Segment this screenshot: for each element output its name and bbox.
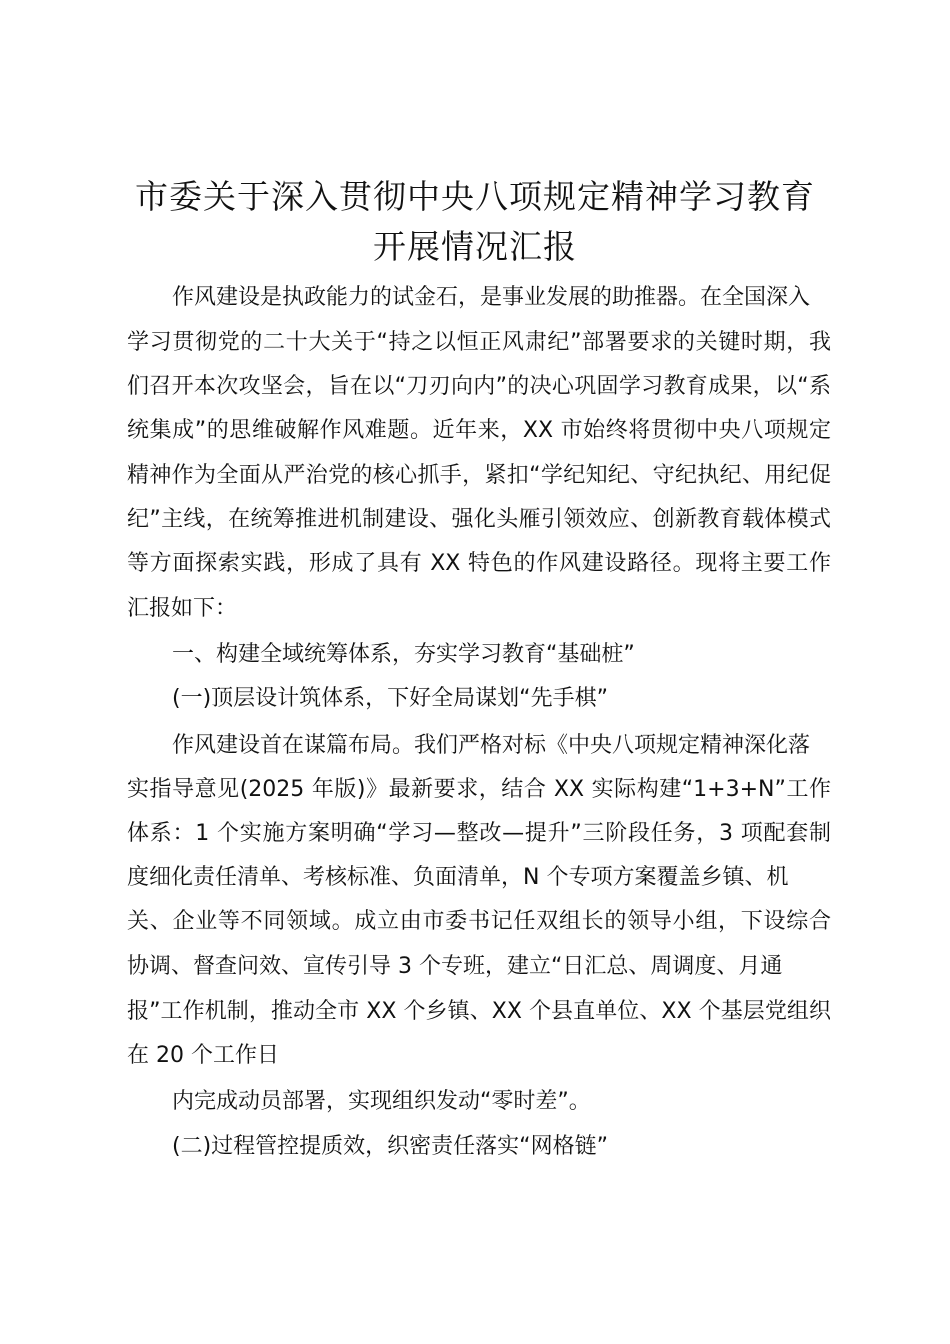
paragraph-line: 实指导意见(2025 年版)》最新要求，结合 XX 实际构建“1+3+N”工作 (127, 777, 831, 802)
paragraph-line: 内完成动员部署，实现组织发动“零时差”。 (172, 1089, 591, 1114)
paragraph-line: 学习贯彻党的二十大关于“持之以恒正风肃纪”部署要求的关键时期，我 (127, 330, 831, 355)
paragraph-line: 们召开本次攻坚会，旨在以“刀刃向内”的决心巩固学习教育成果，以“系 (127, 374, 831, 399)
paragraph-line: 在 20 个工作日 (127, 1043, 279, 1068)
paragraph-line: 作风建设是执政能力的试金石，是事业发展的助推器。在全国深入 (172, 285, 811, 310)
section-heading: 一、构建全域统筹体系，夯实学习教育“基础桩” (172, 642, 635, 667)
section-subheading: (一)顶层设计筑体系，下好全局谋划“先手棋” (172, 686, 608, 711)
paragraph-line: 度细化责任清单、考核标准、负面清单，N 个专项方案覆盖乡镇、机 (127, 865, 789, 890)
paragraph-line: 精神作为全面从严治党的核心抓手，紧扣“学纪知纪、守纪执纪、用纪促 (127, 463, 831, 488)
document-title-line-2: 开展情况汇报 (373, 227, 577, 266)
paragraph-line: 作风建设首在谋篇布局。我们严格对标《中央八项规定精神深化落 (172, 733, 811, 758)
paragraph-line: 统集成”的思维破解作风难题。近年来，XX 市始终将贯彻中央八项规定 (127, 418, 831, 443)
paragraph-line: 关、企业等不同领域。成立由市委书记任双组长的领导小组，下设综合 (127, 909, 831, 934)
document-title-line-1: 市委关于深入贯彻中央八项规定精神学习教育 (135, 177, 815, 216)
paragraph-line: 纪”主线，在统筹推进机制建设、强化头雁引领效应、创新教育载体模式 (127, 507, 831, 532)
paragraph-line: 等方面探索实践，形成了具有 XX 特色的作风建设路径。现将主要工作 (127, 551, 831, 576)
section-subheading: (二)过程管控提质效，织密责任落实“网格链” (172, 1134, 608, 1159)
paragraph-line: 协调、督查问效、宣传引导 3 个专班，建立“日汇总、周调度、月通 (127, 954, 783, 979)
paragraph-line: 报”工作机制，推动全市 XX 个乡镇、XX 个县直单位、XX 个基层党组织 (127, 999, 831, 1024)
paragraph-line: 汇报如下： (127, 596, 238, 621)
paragraph-line: 体系：1 个实施方案明确“学习—整改—提升”三阶段任务，3 项配套制 (127, 821, 831, 846)
